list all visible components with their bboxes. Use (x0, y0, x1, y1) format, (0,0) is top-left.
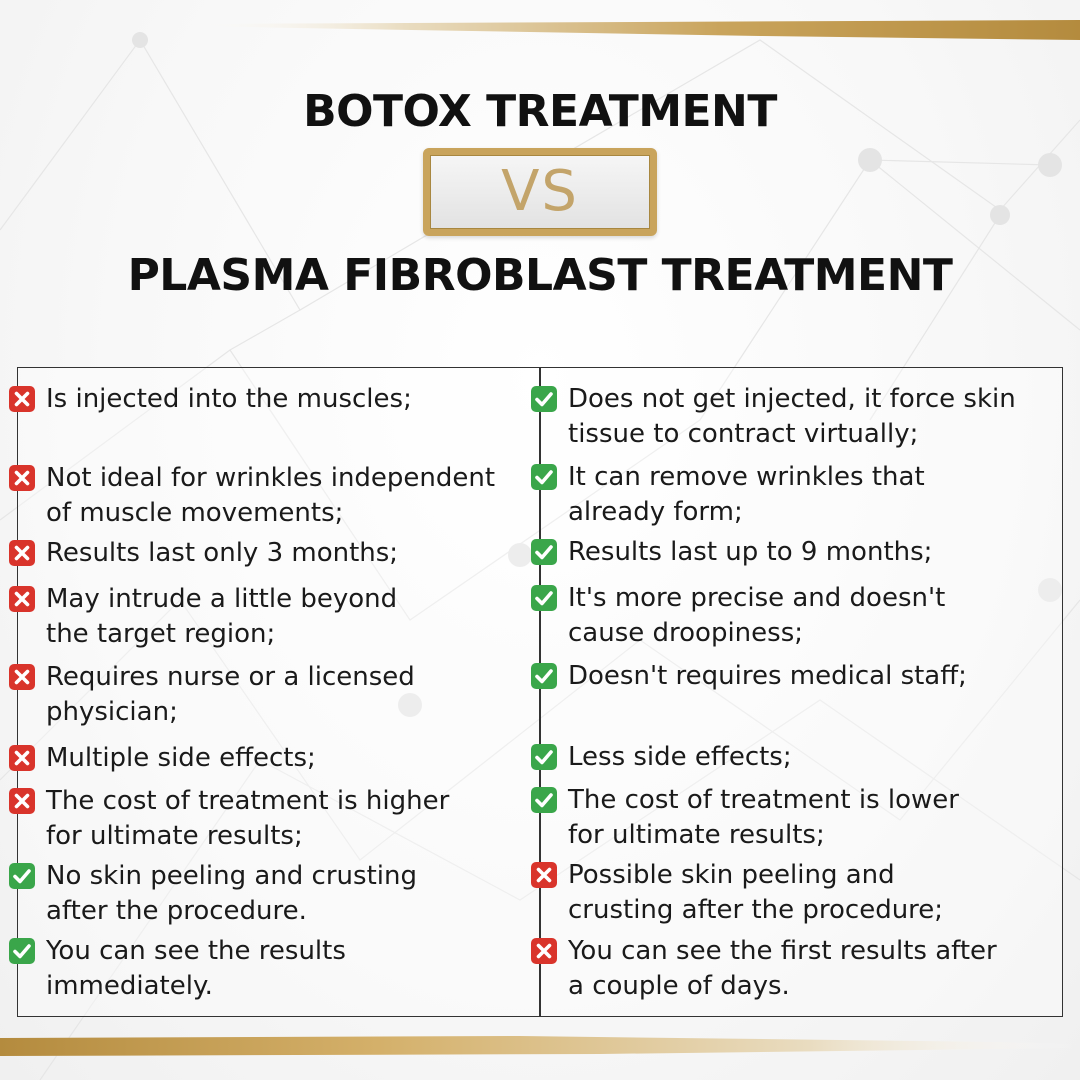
botox-item-text (46, 582, 397, 652)
plasma-item-line: Results last up to 9 months; (568, 537, 933, 567)
botox-item-text (46, 784, 449, 854)
cross-icon (530, 937, 558, 965)
botox-item-text (46, 660, 415, 730)
plasma-item-text (568, 659, 967, 694)
plasma-item-line: already form; (568, 497, 743, 527)
botox-item-line: Results last only 3 months; (46, 538, 399, 568)
plasma-item-line: You can see the first results after (568, 936, 997, 966)
botox-item-text (46, 536, 398, 571)
plasma-item-line: crusting after the procedure; (568, 895, 944, 925)
botox-item-text (46, 741, 316, 776)
plasma-item-text (568, 460, 925, 530)
botox-item-line: You can see the results (46, 936, 346, 966)
botox-item-line: Multiple side effects; (46, 743, 316, 773)
plasma-item-line: Does not get injected, it force skin (568, 384, 1016, 414)
plasma-item-text (568, 934, 997, 1004)
check-icon (530, 786, 558, 814)
check-icon (530, 662, 558, 690)
plasma-item-text (568, 783, 959, 853)
plasma-item-line: a couple of days. (568, 971, 790, 1001)
plasma-item-line: tissue to contract virtually; (568, 419, 919, 449)
botox-item-text (46, 859, 417, 929)
check-icon (8, 862, 36, 890)
botox-item-line: physician; (46, 697, 178, 727)
cross-icon (8, 787, 36, 815)
vs-label: VS (501, 159, 579, 224)
plasma-item-text (568, 535, 932, 570)
check-icon (530, 385, 558, 413)
plasma-item-line: Doesn't requires medical staff; (568, 661, 967, 691)
botox-item-line: The cost of treatment is higher (46, 786, 450, 816)
check-icon (8, 937, 36, 965)
plasma-item-line: Possible skin peeling and (568, 860, 895, 890)
plasma-item-text (568, 382, 1016, 452)
botox-item-line: the target region; (46, 619, 276, 649)
botox-item-line: after the procedure. (46, 896, 307, 926)
cross-icon (8, 744, 36, 772)
plasma-item-line: It can remove wrinkles that (568, 462, 925, 492)
check-icon (530, 743, 558, 771)
plasma-item-text (568, 581, 945, 651)
botox-item-line: Requires nurse or a licensed (46, 662, 415, 692)
plasma-item-line: cause droopiness; (568, 618, 804, 648)
botox-item-line: May intrude a little beyond (46, 584, 398, 614)
botox-item-text (46, 934, 346, 1004)
plasma-item-text (568, 858, 943, 928)
botox-item-text (46, 461, 495, 531)
plasma-item-line: The cost of treatment is lower (568, 785, 959, 815)
plasma-item-line: It's more precise and doesn't (568, 583, 946, 613)
cross-icon (8, 539, 36, 567)
gold-accent-bottom (0, 1030, 1080, 1062)
cross-icon (8, 663, 36, 691)
cross-icon (530, 861, 558, 889)
botox-item-text (46, 382, 412, 417)
botox-item-line: of muscle movements; (46, 498, 344, 528)
plasma-item-line: for ultimate results; (568, 820, 825, 850)
botox-title: BOTOX TREATMENT (303, 86, 777, 137)
plasma-fibroblast-title: PLASMA FIBROBLAST TREATMENT (127, 250, 953, 301)
cross-icon (8, 585, 36, 613)
gold-accent-top (0, 20, 1080, 44)
cross-icon (8, 464, 36, 492)
check-icon (530, 538, 558, 566)
vs-badge (423, 148, 657, 236)
botox-item-line: No skin peeling and crusting (46, 861, 417, 891)
botox-item-line: immediately. (46, 971, 213, 1001)
check-icon (530, 463, 558, 491)
plasma-item-text (568, 740, 792, 775)
botox-item-line: Not ideal for wrinkles independent (46, 463, 496, 493)
botox-item-line: for ultimate results; (46, 821, 303, 851)
check-icon (530, 584, 558, 612)
plasma-item-line: Less side effects; (568, 742, 792, 772)
botox-item-line: Is injected into the muscles; (46, 384, 412, 414)
cross-icon (8, 385, 36, 413)
